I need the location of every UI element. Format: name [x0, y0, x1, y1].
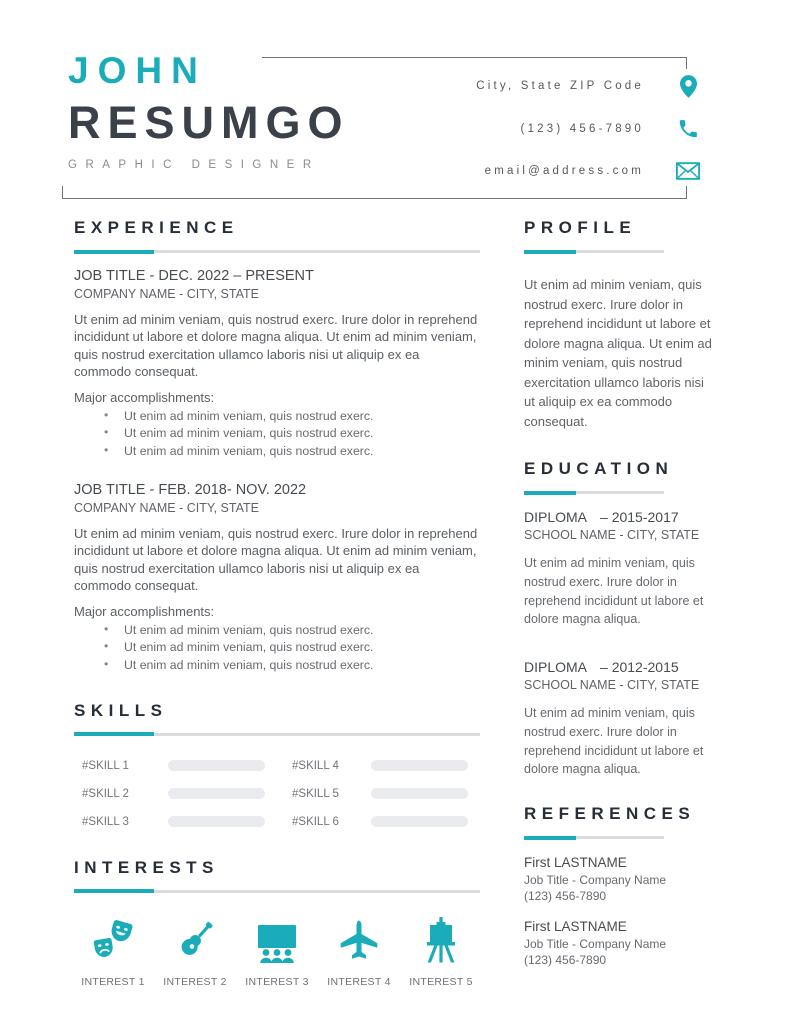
section-divider [74, 733, 480, 736]
job-entry [74, 268, 480, 459]
education-section [524, 459, 716, 779]
reference-name: First LASTNAME [524, 855, 627, 870]
right-column [524, 218, 716, 967]
divider-accent [524, 491, 576, 495]
job-company: COMPANY NAME - CITY, STATE [74, 287, 259, 301]
skill-label: #SKILL 5 [292, 787, 339, 800]
skills-grid [74, 760, 480, 828]
references-section [524, 804, 716, 967]
interest-item [320, 915, 398, 988]
job-description: Ut enim ad minim veniam, quis nostrud exerc. Irure dolor in reprehend incididunt ut labore et dolore magna aliqua. Ut enim ad minim veniam, quis nostrud exercitation ullamco laboris nisi ut aliquip ex ea commodo consequat. [74, 525, 478, 594]
skill-label: #SKILL 6 [292, 815, 339, 828]
degree-dates: – 2015-2017 [600, 509, 679, 525]
skill-bar [168, 760, 265, 771]
accomplishments-list [74, 623, 480, 673]
education-school: SCHOOL NAME - CITY, STATE [524, 528, 700, 542]
education-entry [524, 509, 716, 629]
interest-label: INTEREST 2 [163, 975, 227, 988]
airplane-icon [338, 915, 380, 963]
interest-label: INTEREST 5 [409, 975, 473, 988]
accomplishments-label: Major accomplishments: [74, 603, 215, 619]
reference-name: First LASTNAME [524, 919, 627, 934]
degree-dates: – 2012-2015 [600, 659, 679, 675]
skill-label: #SKILL 3 [82, 815, 129, 828]
phone-icon [674, 118, 702, 140]
email-text: email@address.com [484, 165, 644, 177]
divider-accent [524, 836, 576, 840]
education-degree [524, 659, 716, 675]
education-entry [524, 659, 716, 779]
degree-name: DIPLOMA [524, 509, 588, 525]
interest-label: INTEREST 1 [81, 975, 145, 988]
interests-heading: INTERESTS [74, 857, 219, 877]
interest-item [238, 915, 316, 988]
accomplishment-item: • Ut enim ad minim veniam, quis nostrud exerc. [124, 623, 480, 638]
accomplishment-item: • Ut enim ad minim veniam, quis nostrud exerc. [124, 426, 480, 441]
skill-bar [168, 816, 265, 827]
skills-section [74, 701, 480, 828]
phone-text: (123) 456-7890 [520, 123, 644, 135]
accomplishment-item: • Ut enim ad minim veniam, quis nostrud exerc. [124, 658, 480, 673]
email-envelope-icon [674, 162, 702, 180]
interests-section [74, 858, 480, 988]
skill-row [277, 816, 480, 828]
skill-bar [371, 788, 468, 799]
job-company: COMPANY NAME - CITY, STATE [74, 500, 259, 515]
accomplishment-item: • Ut enim ad minim veniam, quis nostrud exerc. [124, 640, 480, 655]
accomplishments-list [74, 409, 480, 459]
skill-bar [371, 816, 468, 827]
divider-accent [74, 250, 154, 254]
profile-section [524, 218, 716, 431]
skill-label: #SKILL 2 [82, 787, 129, 800]
job-title-subheading: GRAPHIC DESIGNER [68, 159, 320, 171]
skill-row [74, 816, 277, 828]
reference-entry [524, 855, 716, 903]
degree-name: DIPLOMA [524, 659, 588, 675]
education-text: Ut enim ad minim veniam, quis nostrud exerc. Irure dolor in reprehend incididunt ut labore et dolore magna aliqua. [524, 556, 704, 627]
reference-phone: (123) 456-7890 [524, 889, 607, 903]
contact-phone-row [262, 116, 702, 142]
contact-email-row [262, 158, 702, 184]
section-divider [524, 250, 664, 253]
last-name: RESUMGO [68, 97, 350, 148]
education-heading: EDUCATION [524, 459, 674, 478]
header-top-border [262, 57, 687, 69]
skill-label: #SKILL 4 [292, 759, 339, 772]
profile-text: Ut enim ad minim veniam, quis nostrud exerc. Irure dolor in reprehend incididunt ut labore et dolore magna aliqua. Ut enim ad minim veniam, quis nostrud exercitation ullamco laboris nisi ut aliquip ex ea commodo consequat. [524, 277, 712, 429]
skill-bar [371, 760, 468, 771]
skill-row [74, 760, 277, 772]
experience-section [74, 218, 480, 673]
interest-label: INTEREST 4 [327, 975, 391, 988]
section-divider [74, 250, 480, 253]
interest-label: INTEREST 3 [245, 975, 309, 988]
education-degree [524, 509, 716, 525]
section-divider [524, 491, 664, 494]
section-divider [524, 836, 664, 839]
job-entry [74, 482, 480, 673]
accomplishment-item: • Ut enim ad minim veniam, quis nostrud exerc. [124, 409, 480, 424]
address-text: City, State ZIP Code [476, 80, 644, 92]
accomplishments-label: Major accomplishments: [74, 389, 215, 405]
divider-accent [524, 250, 576, 254]
job-title: JOB TITLE - DEC. 2022 – PRESENT [74, 268, 314, 284]
skills-column-right [277, 760, 480, 828]
reference-title: Job Title - Company Name [524, 937, 667, 951]
interests-row [74, 915, 480, 988]
job-title: JOB TITLE - FEB. 2018- NOV. 2022 [74, 481, 307, 498]
accomplishment-item: • Ut enim ad minim veniam, quis nostrud exerc. [124, 444, 480, 459]
education-school: SCHOOL NAME - CITY, STATE [524, 678, 700, 692]
first-name: JOHN [68, 50, 207, 91]
skill-label: #SKILL 1 [82, 759, 129, 772]
interest-item [402, 915, 480, 988]
contact-address-row [262, 73, 702, 99]
reference-phone: (123) 456-7890 [524, 953, 607, 967]
divider-accent [74, 732, 154, 736]
reference-entry [524, 919, 716, 967]
interest-item [74, 915, 152, 988]
theater-masks-icon [91, 915, 135, 963]
skills-column-left [74, 760, 277, 828]
audience-icon [252, 915, 302, 963]
experience-heading: EXPERIENCE [74, 218, 239, 237]
skill-row [74, 788, 277, 800]
guitar-icon [174, 915, 216, 963]
header-bottom-border [62, 186, 687, 199]
references-heading: REFERENCES [524, 804, 696, 823]
profile-heading: PROFILE [524, 218, 637, 237]
section-divider [74, 890, 480, 893]
divider-accent [74, 889, 154, 893]
left-column [74, 218, 480, 988]
skill-row [277, 760, 480, 772]
education-text: Ut enim ad minim veniam, quis nostrud exerc. Irure dolor in reprehend incididunt ut labore et dolore magna aliqua. [524, 706, 704, 777]
location-pin-icon [674, 75, 702, 98]
job-description: Ut enim ad minim veniam, quis nostrud exerc. Irure dolor in reprehend incididunt ut labore et dolore magna aliqua. Ut enim ad minim veniam, quis nostrud exercitation ullamco laboris nisi ut aliquip ex ea commodo consequat. [74, 312, 478, 380]
easel-icon [421, 915, 461, 963]
reference-title: Job Title - Company Name [524, 873, 667, 887]
skill-row [277, 788, 480, 800]
interest-item [156, 915, 234, 988]
skill-bar [168, 788, 265, 799]
skills-heading: SKILLS [74, 700, 168, 720]
